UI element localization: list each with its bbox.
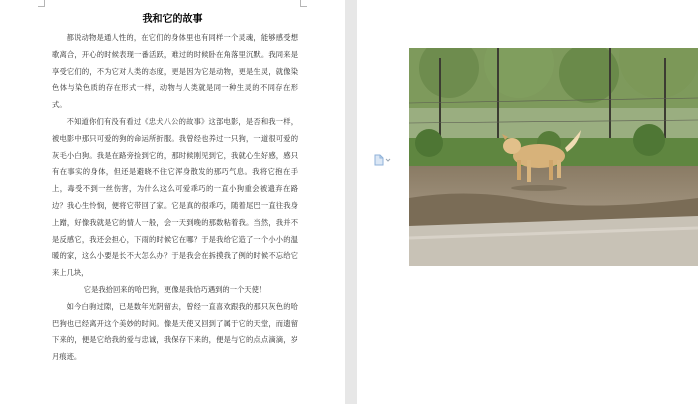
dog-photo[interactable] [409, 48, 698, 266]
paragraph: 都说动物是通人性的，在它们的身体里也有同样一个灵魂，能够感受想歌离合，开心的时候表现一番活跃，难过的时候卧在角落里沉默。我同来是享受它们的，不为它对人类的态度，更是因为它是动物，更是生灵，就像染色体与染色质的存在形式一样，动物与人类就是同一种生灵的不同存在形式。 [52, 33, 298, 110]
document-page-left [0, 0, 345, 404]
paragraph: 如今白驹过隙，已是数年光阴留去，曾经一直喜欢跟我的那只灰色的哈巴狗也已经离开这个美妙的时间。像是天使又回到了属于它的天堂，而遗留下来的，便是它给我的爱与忠诚，我保存下来的，便是与它的点点滴滴，岁月痕迹。 [52, 301, 298, 362]
document-body[interactable] [52, 30, 298, 366]
photo-icon [409, 48, 698, 266]
crop-mark-top-right [300, 0, 307, 7]
paragraph: 它是我拾回来的哈巴狗，更像是我恰巧遇到的一个天使！ [83, 284, 267, 294]
crop-mark-top-left [38, 0, 45, 7]
document-icon[interactable] [373, 151, 391, 163]
paragraph: 不知道你们有没有看过《忠犬八公的故事》这部电影，是否和我一样，被电影中那只可爱的狗的命运所折服。我曾经也养过一只狗，一道很可爱的灰毛小白狗。我是在路旁捡到它的，那时候刚见到它，我就心生好感，感只有在事实的身体，但还是避晓不住它浑身散发的那巧气息。我将它抱在手上，毒受不到一丝伤害，为什么这么可爱乖巧的一直小狗重会被遗弃在路边？我心生怜悯，便将它带回了家。它是真的很乖巧，随着尾巴一直往我身上蹭，好像我就是它的情人一般，会一天到晚的那数粘着我。当然，我并不是反感它，我还会担心，下雨的时候它在哪？于是我给它造了一个小小的温暖的家，这么小要是长不大怎么办？于是我会在拆摸我了例的时候不忘给它来上几块， [52, 116, 298, 278]
document-title: 我和它的故事 [142, 14, 203, 25]
